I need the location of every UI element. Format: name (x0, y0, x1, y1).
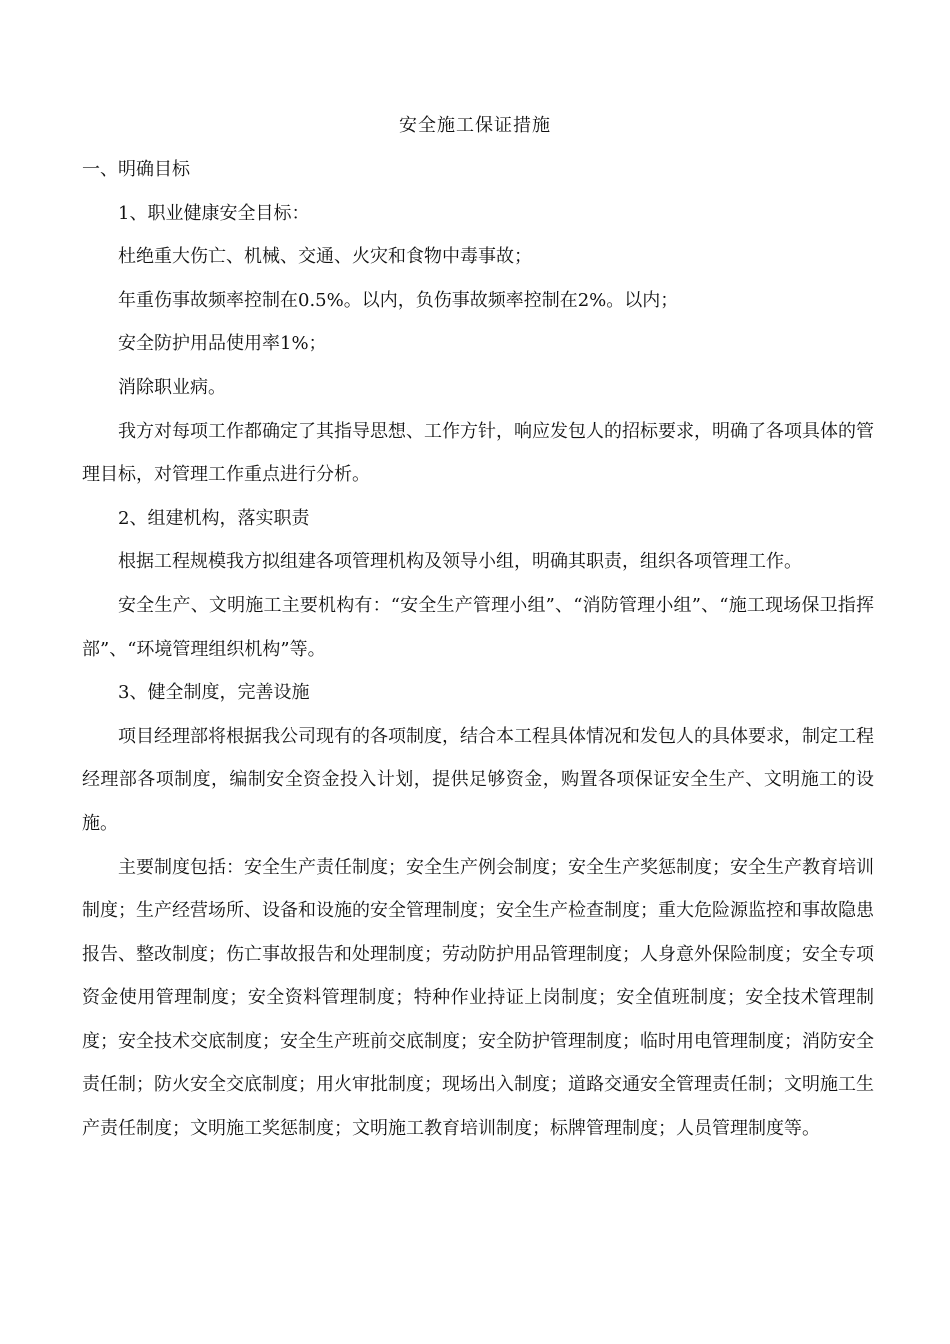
subheading-systems: 3、健全制度，完善设施 (118, 682, 310, 704)
heading-clear-goals: 一、明确目标 (82, 159, 190, 180)
paragraph-main-systems: 主要制度包括：安全生产责任制度；安全生产例会制度；安全生产奖惩制度；安全生产教育培训制度；生产经营场所、设备和设施的安全管理制度；安全生产检查制度；重大危险源监控和事故隐患报告、整改制度；伤亡事故报告和处理制度；劳动防护用品管理制度；人身意外保险制度；安全专项资金使用管理制度；安全资料管理制度；特种作业持证上岗制度；安全值班制度；安全技术管理制度；安全技术交底制度；安全生产班前交底制度；安全防护管理制度；临时用电管理制度；消防安全责任制；防火安全交底制度；用火审批制度；现场出入制度；道路交通安全管理责任制；文明施工生产责任制度；文明施工奖惩制度；文明施工教育培训制度；标牌管理制度；人员管理制度等。 (82, 856, 874, 1140)
paragraph-main-bodies: 安全生产、文明施工主要机构有：“安全生产管理小组”、“消防管理小组”、“施工现场保卫指挥部”、“环境管理组织机构”等。 (82, 594, 874, 660)
document-title: 安全施工保证措施 (399, 115, 551, 136)
paragraph-goal-4: 消除职业病。 (118, 376, 226, 398)
paragraph-goal-2: 年重伤事故频率控制在0.5%。以内，负伤事故频率控制在2%。以内； (118, 289, 679, 311)
paragraph-organization: 根据工程规模我方拟组建各项管理机构及领导小组，明确其职责，组织各项管理工作。 (118, 551, 802, 573)
paragraph-goal-1: 杜绝重大伤亡、机械、交通、火灾和食物中毒事故； (118, 246, 532, 268)
paragraph-goal-3: 安全防护用品使用率1%； (118, 333, 327, 355)
subheading-organization: 2、组建机构，落实职责 (118, 507, 310, 529)
paragraph-systems: 项目经理部将根据我公司现有的各项制度，结合本工程具体情况和发包人的具体要求，制定工程经理部各项制度，编制安全资金投入计划，提供足够资金，购置各项保证安全生产、文明施工的设施。 (82, 725, 874, 834)
subheading-safety-goals: 1、职业健康安全目标： (118, 202, 310, 224)
paragraph-management-goals: 我方对每项工作都确定了其指导思想、工作方针，响应发包人的招标要求，明确了各项具体的管理目标，对管理工作重点进行分析。 (82, 420, 874, 486)
document-body (82, 148, 874, 1151)
